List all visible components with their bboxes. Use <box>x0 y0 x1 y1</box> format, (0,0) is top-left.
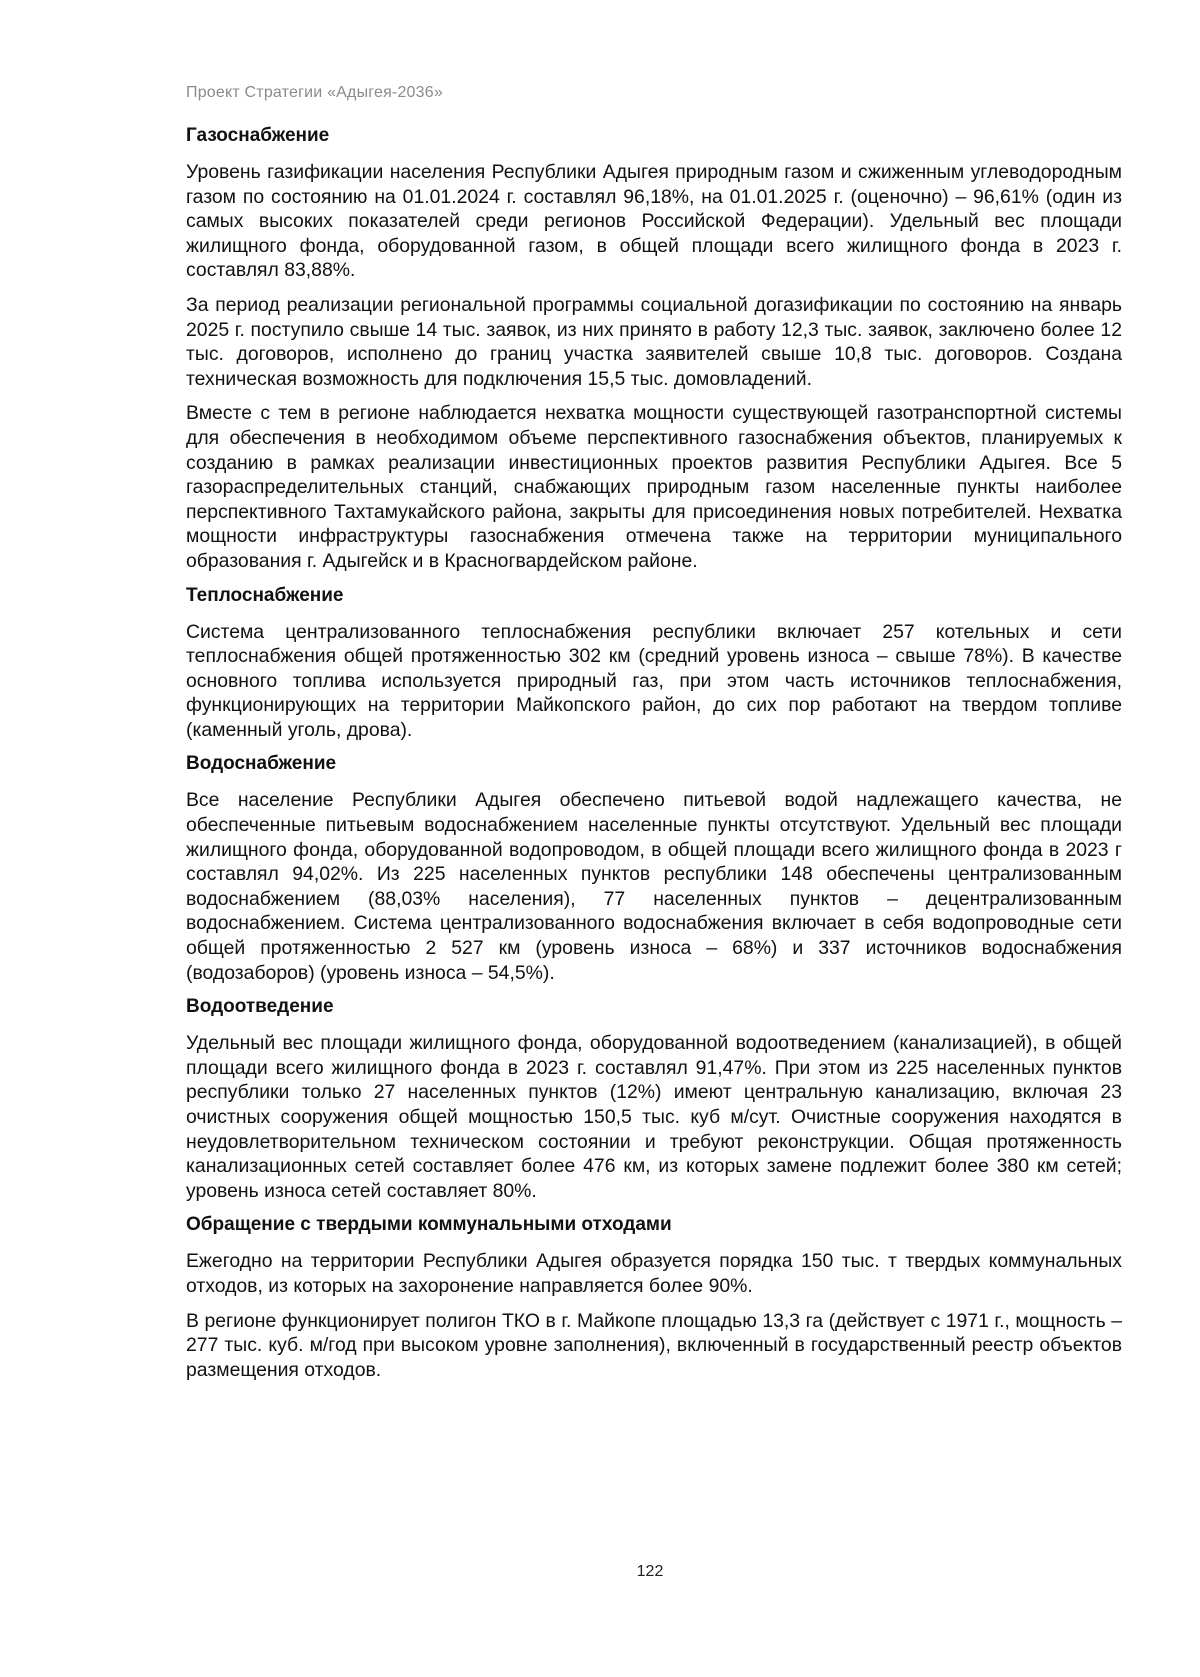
paragraph: Ежегодно на территории Республики Адыгея образуется порядка 150 тыс. т твердых коммунальных отходов, из которых на захоронение направляется более 90%. <box>186 1250 1122 1297</box>
section-solid-waste <box>186 1213 1122 1382</box>
section-heading: Водоснабжение <box>186 753 337 775</box>
paragraph: Система централизованного теплоснабжения республики включает 257 котельных и сети теплоснабжения общей протяженностью 302 км (средний уровень износа – свыше 78%). В качестве основного топлива используется природный газ, при этом часть источников теплоснабжения, функционирующих на территории Майкопского район, до сих пор работают на твердом топливе (каменный уголь, дрова). <box>186 620 1122 741</box>
paragraph: Все население Республики Адыгея обеспечено питьевой водой надлежащего качества, не обеспеченные питьевым водоснабжением населенные пункты отсутствуют. Удельный вес площади жилищного фонда, оборудованной водопроводом, в общей площади всего жилищного фонда в 2023 г составлял 94,02%. Из 225 населенных пунктов республики 148 обеспечены централизованным водоснабжением (88,03% населения), 77 населенных пунктов – децентрализованным водоснабжением. Система централизованного водоснабжения включает в себя водопроводные сети общей протяженностью 2 527 км (уровень износа – 68%) и 337 источников водоснабжения (водозаборов) (уровень износа – 54,5%). <box>186 789 1122 984</box>
section-heading: Обращение с твердыми коммунальными отходами <box>186 1214 672 1236</box>
paragraph: За период реализации региональной программы социальной догазификации по состоянию на январь 2025 г. поступило свыше 14 тыс. заявок, из них принято в работу 12,3 тыс. заявок, заключено более 12 тыс. договоров, исполнено до границ участка заявителей свыше 10,8 тыс. договоров. Создана техническая возможность для подключения 15,5 тыс. домовладений. <box>186 293 1122 390</box>
section-water-supply <box>186 752 1122 985</box>
page-number: 122 <box>636 1563 664 1580</box>
paragraph: В регионе функционирует полигон ТКО в г. Майкопе площадью 13,3 га (действует с 1971 г., мощность – 277 тыс. куб. м/год при высоком уровне заполнения), включенный в государственный реестр объектов размещения отходов. <box>186 1309 1122 1381</box>
section-heading: Водоотведение <box>186 996 334 1018</box>
section-heat-supply <box>186 584 1122 743</box>
section-sewerage <box>186 995 1122 1203</box>
running-header: Проект Стратегии «Адыгея-2036» <box>186 84 443 101</box>
paragraph: Уровень газификации населения Республики Адыгея природным газом и сжиженным углеводородным газом по состоянию на 01.01.2024 г. составлял 96,18%, на 01.01.2025 г. (оценочно) – 96,61% (один из самых высоких показателей среди регионов Российской Федерации). Удельный вес площади жилищного фонда, оборудованной газом, в общей площади всего жилищного фонда в 2023 г. составлял 83,88%. <box>186 161 1122 282</box>
section-gas-supply <box>186 124 1122 574</box>
section-heading: Теплоснабжение <box>186 584 344 606</box>
paragraph: Вместе с тем в регионе наблюдается нехватка мощности существующей газотранспортной системы для обеспечения в необходимом объеме перспективного газоснабжения объектов, планируемых к созданию в рамках реализации инвестиционных проектов развития Республики Адыгея. Все 5 газораспределительных станций, снабжающих природным газом населенные пункты наиболее перспективного Тахтамукайского района, закрыты для присоединения новых потребителей. Нехватка мощности инфраструктуры газоснабжения отмечена также на территории муниципального образования г. Адыгейск и в Красногвардейском районе. <box>186 402 1122 572</box>
paragraph: Удельный вес площади жилищного фонда, оборудованной водоотведением (канализацией), в общей площади всего жилищного фонда в 2023 г. составлял 91,47%. При этом из 225 населенных пунктов республики только 27 населенных пунктов (12%) имеют центральную канализацию, включая 23 очистных сооружения общей мощностью 150,5 тыс. куб м/сут. Очистные сооружения находятся в неудовлетворительном техническом состоянии и требуют реконструкции. Общая протяженность канализационных сетей составляет более 476 км, из которых замене подлежит более 380 км сетей; уровень износа сетей составляет 80%. <box>186 1032 1122 1202</box>
page-content <box>186 124 1122 1392</box>
section-heading: Газоснабжение <box>186 125 330 146</box>
